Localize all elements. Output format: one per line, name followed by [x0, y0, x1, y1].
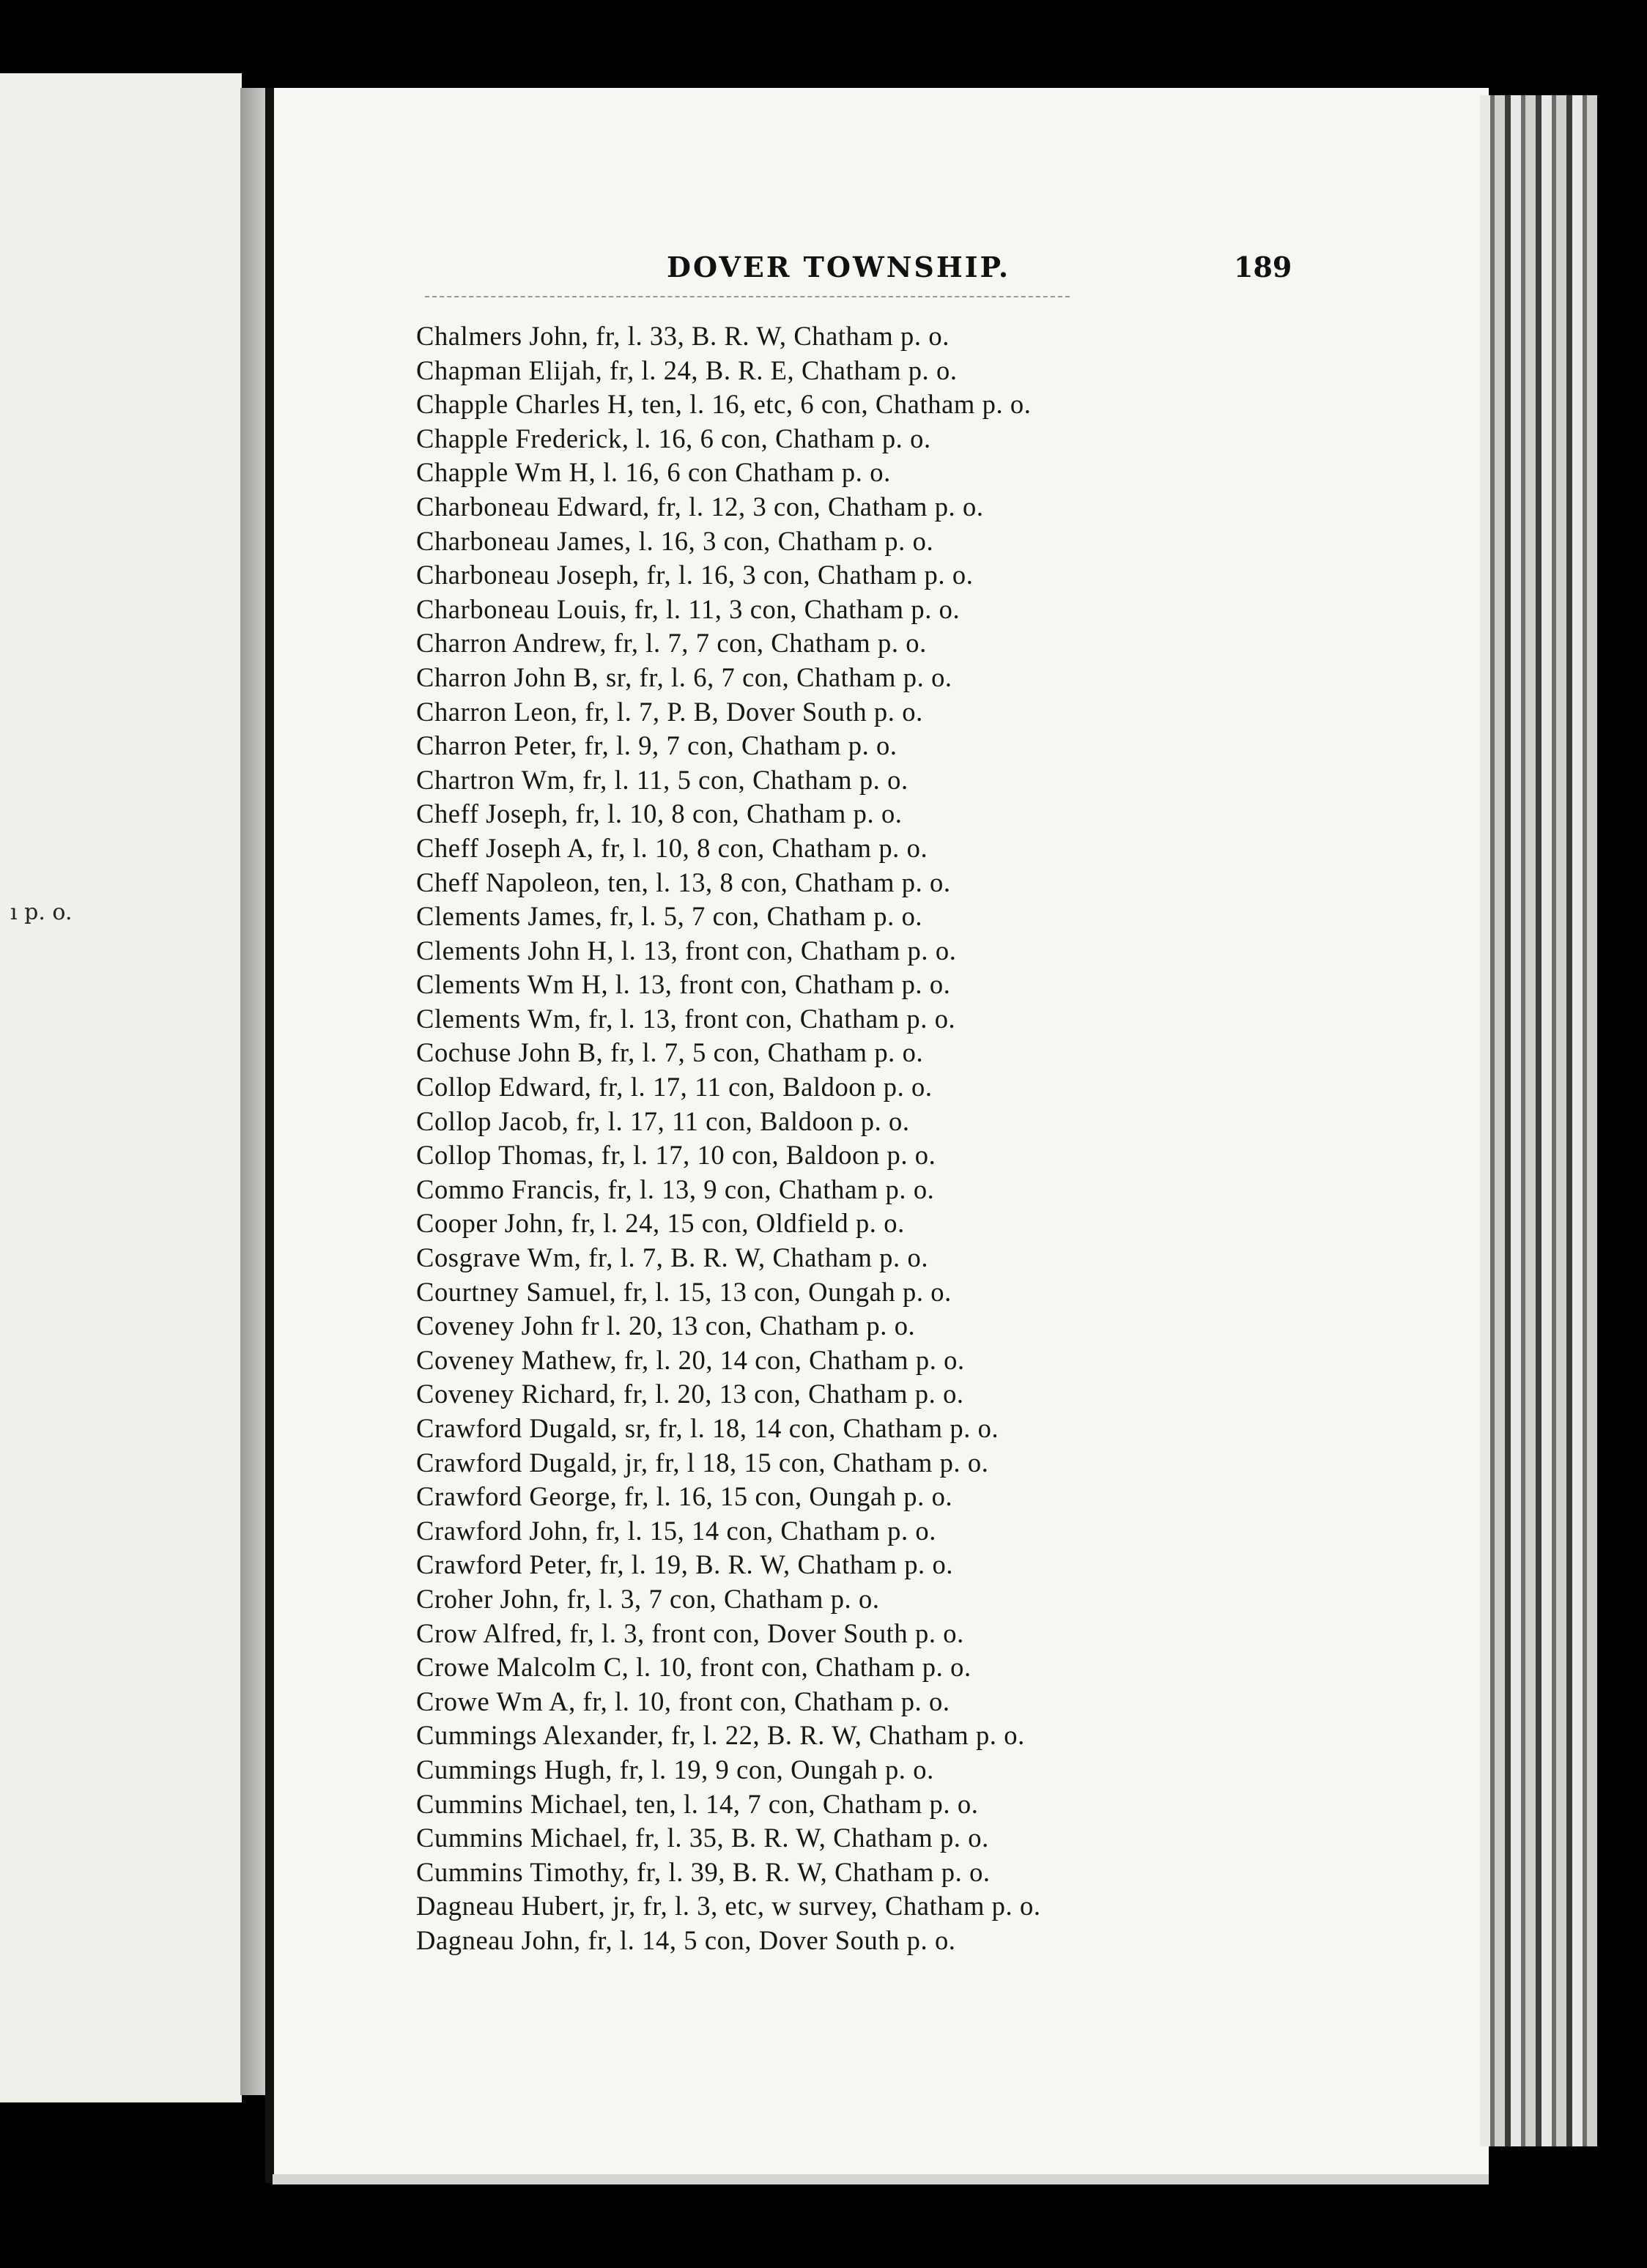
directory-entry: Cosgrave Wm, fr, l. 7, B. R. W, Chatham p. o. [416, 1242, 929, 1273]
directory-entry: Crawford Dugald, sr, fr, l. 18, 14 con, Chatham p. o. [416, 1413, 999, 1443]
left-page-fragment: ı p. o. [10, 900, 73, 925]
directory-entry: Chapple Wm H, l. 16, 6 con Chatham p. o. [416, 457, 891, 488]
directory-entry: Dagneau John, fr, l. 14, 5 con, Dover South p. o. [416, 1924, 956, 1955]
directory-entry: Crowe Malcolm C, l. 10, front con, Chatham p. o. [416, 1652, 971, 1683]
directory-entry: Commo Francis, fr, l. 13, 9 con, Chatham p. o. [416, 1174, 935, 1204]
directory-entry: Coveney John fr l. 20, 13 con, Chatham p. o. [416, 1311, 916, 1341]
directory-entry: Dagneau Hubert, jr, fr, l. 3, etc, w survey, Chatham p. o. [416, 1891, 1041, 1922]
directory-entry: Cummins Timothy, fr, l. 39, B. R. W, Chatham p. o. [416, 1856, 991, 1887]
directory-entry: Clements Wm, fr, l. 13, front con, Chatham p. o. [416, 1003, 956, 1034]
directory-entry: Charron Leon, fr, l. 7, P. B, Dover South p. o. [416, 696, 923, 727]
directory-entry: Charboneau Louis, fr, l. 11, 3 con, Chatham p. o. [416, 593, 961, 624]
directory-entry: Crawford Dugald, jr, fr, l 18, 15 con, Chatham p. o. [416, 1447, 989, 1478]
directory-entry: Charboneau Edward, fr, l. 12, 3 con, Chatham p. o. [416, 491, 984, 522]
directory-entry: Crawford George, fr, l. 16, 15 con, Oungah p. o. [416, 1481, 953, 1512]
directory-entry: Charron Peter, fr, l. 9, 7 con, Chatham p. o. [416, 730, 897, 761]
directory-entry: Clements John H, l. 13, front con, Chatham p. o. [416, 935, 957, 966]
directory-entry: Collop Edward, fr, l. 17, 11 con, Baldoon p. o. [416, 1072, 933, 1102]
directory-entry: Cummins Michael, fr, l. 35, B. R. W, Chatham p. o. [416, 1823, 989, 1853]
directory-entry: Cooper John, fr, l. 24, 15 con, Oldfield p. o. [416, 1208, 905, 1239]
directory-entry: Chartron Wm, fr, l. 11, 5 con, Chatham p. o. [416, 764, 908, 795]
directory-entry: Collop Thomas, fr, l. 17, 10 con, Baldoon p. o. [416, 1140, 936, 1171]
directory-entry: Cheff Joseph, fr, l. 10, 8 con, Chatham p. o. [416, 798, 903, 829]
directory-entry: Cummins Michael, ten, l. 14, 7 con, Chatham p. o. [416, 1788, 979, 1819]
directory-entry: Crowe Wm A, fr, l. 10, front con, Chatham p. o. [416, 1686, 950, 1716]
directory-entries [416, 319, 1471, 1958]
directory-entry: Clements James, fr, l. 5, 7 con, Chatham p. o. [416, 901, 923, 932]
left-facing-page [0, 73, 242, 2102]
page-edges [1480, 95, 1597, 2146]
directory-entry: Crow Alfred, fr, l. 3, front con, Dover South p. o. [416, 1617, 964, 1648]
page-number: 189 [1234, 251, 1292, 284]
directory-entry: Chapple Charles H, ten, l. 16, etc, 6 con, Chatham p. o. [416, 389, 1032, 420]
directory-entry: Clements Wm H, l. 13, front con, Chatham p. o. [416, 969, 951, 1000]
directory-entry: Chapple Frederick, l. 16, 6 con, Chatham p. o. [416, 423, 931, 453]
page-title: DOVER TOWNSHIP. [667, 251, 1011, 284]
directory-entry: Chapman Elijah, fr, l. 24, B. R. E, Chatham p. o. [416, 355, 958, 385]
directory-entry: Coveney Mathew, fr, l. 20, 14 con, Chatham p. o. [416, 1344, 965, 1375]
directory-entry: Coveney Richard, fr, l. 20, 13 con, Chatham p. o. [416, 1379, 964, 1409]
directory-entry: Cheff Napoleon, ten, l. 13, 8 con, Chatham p. o. [416, 867, 951, 897]
directory-entry: Collop Jacob, fr, l. 17, 11 con, Baldoon p. o. [416, 1105, 910, 1136]
directory-entry: Cheff Joseph A, fr, l. 10, 8 con, Chatham p. o. [416, 832, 928, 863]
directory-entry: Croher John, fr, l. 3, 7 con, Chatham p. o. [416, 1583, 880, 1614]
directory-entry: Charron John B, sr, fr, l. 6, 7 con, Chatham p. o. [416, 662, 952, 692]
header-rule [425, 296, 1070, 297]
page-header [667, 251, 1473, 287]
directory-entry: Charron Andrew, fr, l. 7, 7 con, Chatham p. o. [416, 628, 927, 659]
directory-entry: Cochuse John B, fr, l. 7, 5 con, Chatham p. o. [416, 1037, 924, 1068]
directory-entry: Cummings Hugh, fr, l. 19, 9 con, Oungah p. o. [416, 1754, 934, 1785]
directory-entry: Cummings Alexander, fr, l. 22, B. R. W, Chatham p. o. [416, 1720, 1025, 1751]
directory-entry: Courtney Samuel, fr, l. 15, 13 con, Oungah p. o. [416, 1276, 952, 1307]
directory-entry: Charboneau James, l. 16, 3 con, Chatham p. o. [416, 525, 934, 556]
spine-shadow [265, 88, 274, 2183]
directory-entry: Chalmers John, fr, l. 33, B. R. W, Chatham p. o. [416, 321, 950, 351]
page-bottom-edge [273, 2174, 1489, 2184]
directory-entry: Crawford John, fr, l. 15, 14 con, Chatham p. o. [416, 1515, 936, 1546]
directory-entry: Charboneau Joseph, fr, l. 16, 3 con, Chatham p. o. [416, 560, 974, 590]
directory-entry: Crawford Peter, fr, l. 19, B. R. W, Chatham p. o. [416, 1549, 954, 1580]
